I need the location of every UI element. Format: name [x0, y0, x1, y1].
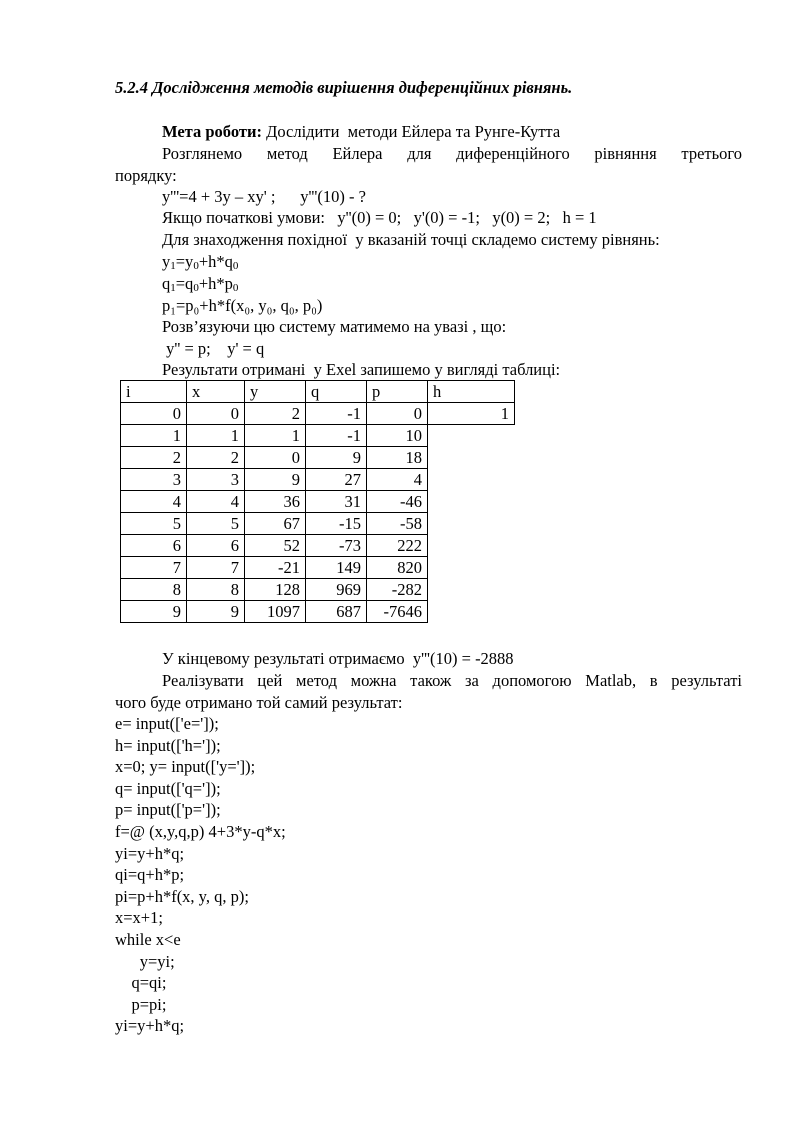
code-line: h= input(['h=']); [115, 735, 221, 755]
table-cell: 5 [187, 513, 245, 535]
table-header-cell: h [428, 381, 515, 403]
table-row [121, 557, 515, 579]
code-line: y=yi; [115, 951, 175, 971]
table-cell: -1 [306, 403, 367, 425]
table-cell: 222 [367, 535, 428, 557]
table-cell: 18 [367, 447, 428, 469]
table-cell: 8 [121, 579, 187, 601]
code-line: yi=y+h*q; [115, 1016, 185, 1036]
goal-paragraph [162, 122, 560, 142]
table-cell: 820 [367, 557, 428, 579]
section-heading: 5.2.4 Дослідження методів вирішення диференційних рівнянь. [115, 78, 573, 97]
table-cell: -7646 [367, 601, 428, 623]
differential-equation: y'''=4 + 3y – xy' ; y'''(10) - ? [162, 187, 366, 206]
intro-line-2: порядку: [115, 166, 177, 185]
code-line: e= input(['e=']); [115, 714, 219, 733]
table-cell-empty [428, 447, 515, 469]
substitution: y'' = p; y' = q [162, 339, 265, 358]
code-line: pi=p+h*f(x, y, q, p); [115, 886, 249, 906]
table-row [121, 469, 515, 491]
table-cell: 0 [121, 403, 187, 425]
code-line: p= input(['p=']); [115, 800, 221, 820]
table-cell: -58 [367, 513, 428, 535]
table-cell: 9 [187, 601, 245, 623]
table-cell: 10 [367, 425, 428, 447]
table-cell: 4 [187, 491, 245, 513]
table-cell: 149 [306, 557, 367, 579]
table-cell: 128 [245, 579, 306, 601]
code-line: q=qi; [115, 973, 167, 993]
solving-note: Розв’язуючи цю систему матимемо на увазі , що: [162, 317, 507, 336]
table-cell: 3 [121, 469, 187, 491]
table-intro: Результати отримані у Exel запишемо у вигляді таблиці: [162, 360, 561, 379]
code-line: f=@ (x,y,q,p) 4+3*y-q*x; [115, 822, 286, 841]
code-line: q= input(['q=']); [115, 778, 221, 798]
table-cell: -282 [367, 579, 428, 601]
goal-text: Дослідити методи Ейлера та Рунге-Кутта [261, 122, 561, 141]
table-header-cell: x [187, 381, 245, 403]
code-line: x=0; y= input(['y=']); [115, 757, 256, 777]
table-cell: 31 [306, 491, 367, 513]
matlab-line-1: Реалізувати цей метод можна також за допомогою Matlab, в результаті [162, 671, 742, 690]
table-cell: -21 [245, 557, 306, 579]
table-cell: 1 [187, 425, 245, 447]
table-row [121, 535, 515, 557]
initial-conditions: Якщо початкові умови: y''(0) = 0; y'(0) = -1; y(0) = 2; h = 1 [162, 208, 597, 227]
results-table [120, 380, 515, 623]
table-row [121, 425, 515, 447]
table-cell-empty [428, 557, 515, 579]
table-cell: 4 [367, 469, 428, 491]
table-cell: 969 [306, 579, 367, 601]
intro-line-1: Розглянемо метод Ейлера для диференційного рівняння третього [162, 144, 742, 163]
system-equation-y: $y_1=y_0+h*q_0$ [162, 252, 239, 272]
code-line: p=pi; [115, 994, 167, 1014]
system-equation-p: p₁=p₀+h*f(x₀, y₀, q₀, p₀) [162, 296, 323, 315]
table-cell-empty [428, 469, 515, 491]
table-header-row [121, 381, 515, 403]
table-cell: 5 [121, 513, 187, 535]
final-result: У кінцевому результаті отримаємо y'''(10) = -2888 [162, 649, 514, 668]
table-row [121, 447, 515, 469]
table-body [121, 403, 515, 623]
table-cell-empty [428, 601, 515, 623]
table-cell: 687 [306, 601, 367, 623]
table-header-cell: y [245, 381, 306, 403]
table-cell: -1 [306, 425, 367, 447]
table-cell: 7 [121, 557, 187, 579]
table-header-cell: q [306, 381, 367, 403]
table-cell: 2 [245, 403, 306, 425]
table-cell: 27 [306, 469, 367, 491]
table-cell: 9 [245, 469, 306, 491]
table-header-cell: p [367, 381, 428, 403]
table-row [121, 601, 515, 623]
goal-label: Мета роботи: [162, 122, 262, 141]
table-row [121, 403, 515, 425]
table-cell: 1 [121, 425, 187, 447]
table-cell: 2 [121, 447, 187, 469]
system-intro: Для знаходження похідної у вказаній точці складемо систему рівнянь: [162, 230, 660, 249]
table-cell: 7 [187, 557, 245, 579]
table-cell: 52 [245, 535, 306, 557]
table-cell: 0 [187, 403, 245, 425]
table-cell: 9 [306, 447, 367, 469]
table-cell: -15 [306, 513, 367, 535]
code-line: x=x+1; [115, 908, 163, 928]
table-cell: 4 [121, 491, 187, 513]
table-cell: -46 [367, 491, 428, 513]
table-cell: 1097 [245, 601, 306, 623]
table-cell: 6 [121, 535, 187, 557]
table-row [121, 491, 515, 513]
table-cell: 67 [245, 513, 306, 535]
table-cell: 36 [245, 491, 306, 513]
table-cell: 3 [187, 469, 245, 491]
table-header-cell: i [121, 381, 187, 403]
table-cell: 0 [245, 447, 306, 469]
system-equation-q: $q_1=q_0+h*p_0$ [162, 274, 239, 294]
table-cell-empty [428, 491, 515, 513]
table-cell: 9 [121, 601, 187, 623]
table-cell-empty [428, 513, 515, 535]
table-cell: 6 [187, 535, 245, 557]
table-cell-empty [428, 425, 515, 447]
table-row [121, 513, 515, 535]
code-line: yi=y+h*q; [115, 843, 185, 863]
table-cell: 2 [187, 447, 245, 469]
code-line: qi=q+h*p; [115, 865, 185, 885]
table-cell: -73 [306, 535, 367, 557]
table-cell: 0 [367, 403, 428, 425]
code-line: while x<e [115, 930, 181, 949]
table-cell: 8 [187, 579, 245, 601]
table-row [121, 579, 515, 601]
table-cell-empty [428, 579, 515, 601]
table-cell-h-value: 1 [428, 403, 515, 425]
table-cell: 1 [245, 425, 306, 447]
matlab-line-2: чого буде отримано той самий результат: [115, 693, 403, 712]
table-cell-empty [428, 535, 515, 557]
